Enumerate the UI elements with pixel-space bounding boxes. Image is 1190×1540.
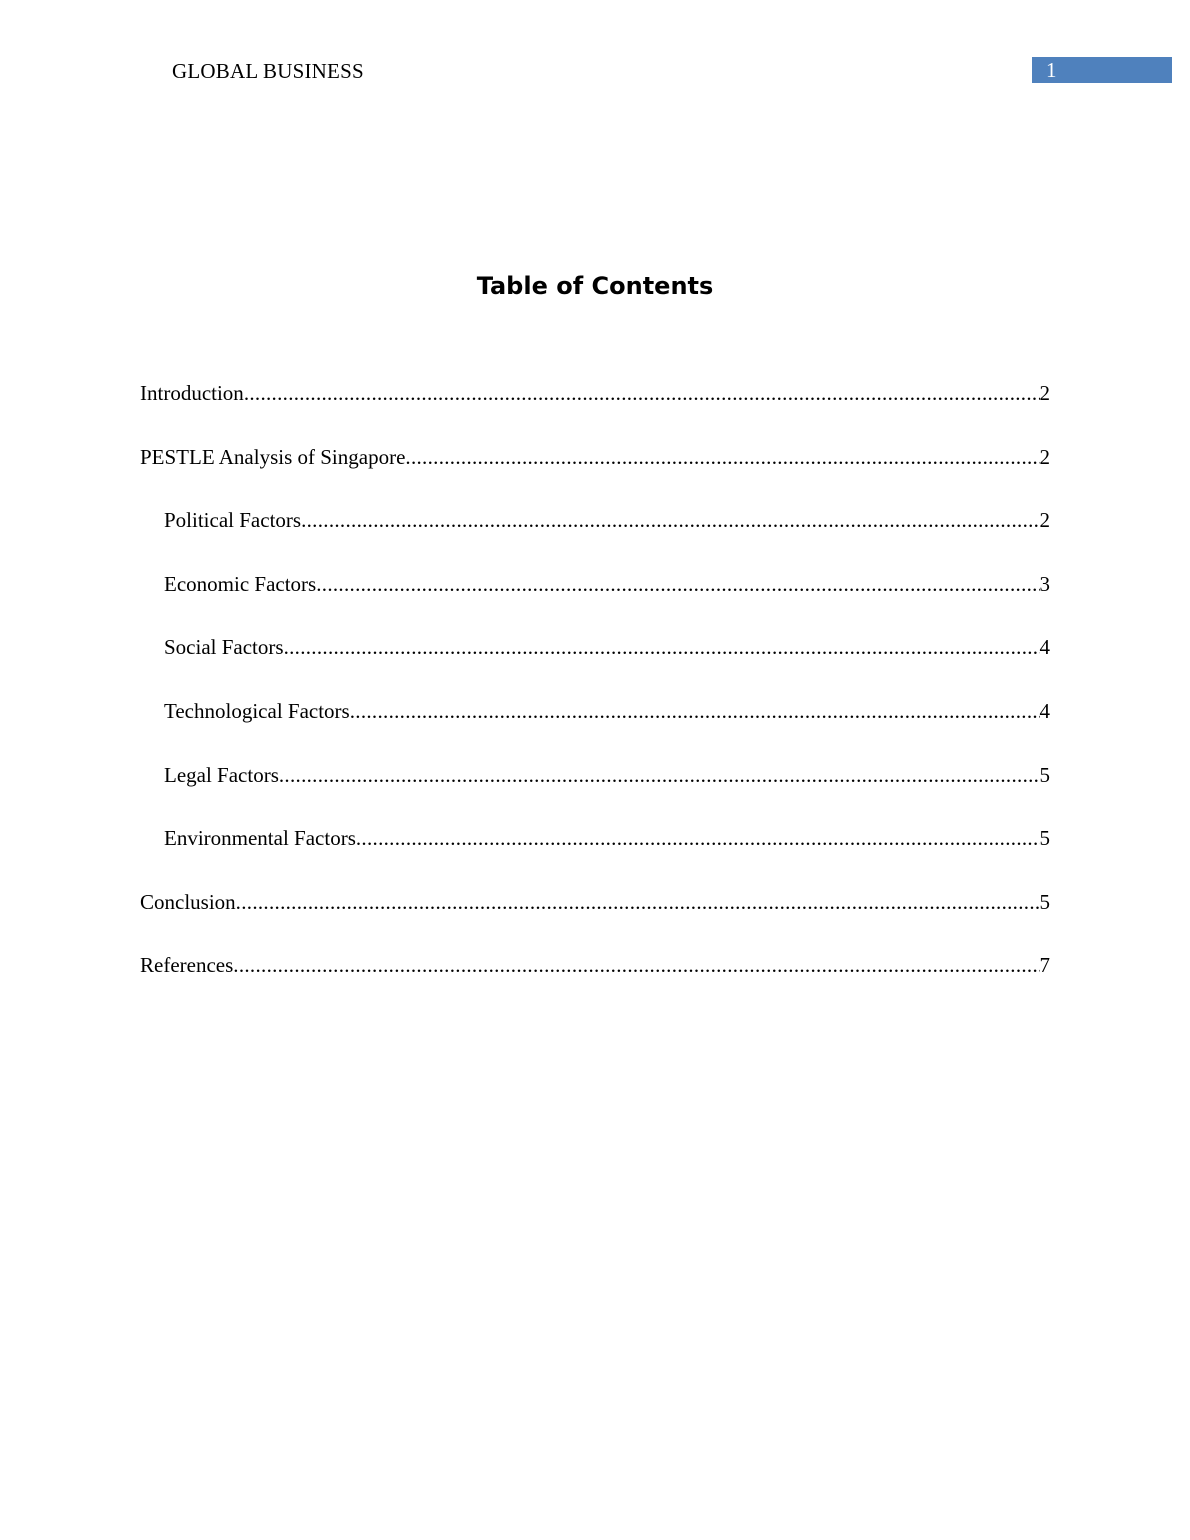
toc-entry-page: 2 xyxy=(1039,444,1050,469)
toc-entry-page: 7 xyxy=(1039,953,1050,978)
toc-entry-label: Political Factors xyxy=(164,508,302,533)
page-number-badge xyxy=(1032,57,1172,83)
toc-entry-page: 5 xyxy=(1039,826,1050,851)
toc-entry-technological-factors[interactable] xyxy=(140,696,1050,760)
toc-dot-leader xyxy=(301,505,1039,535)
toc-dot-leader xyxy=(233,950,1039,980)
toc-entry-conclusion[interactable] xyxy=(140,887,1050,951)
toc-entry-references[interactable] xyxy=(140,950,1050,1014)
toc-heading: Table of Contents xyxy=(476,272,714,300)
toc-entry-page: 4 xyxy=(1039,635,1050,660)
toc-entry-political-factors[interactable] xyxy=(140,505,1050,569)
toc-dot-leader xyxy=(284,632,1040,662)
toc-entry-label: Introduction xyxy=(140,381,244,405)
toc-dot-leader xyxy=(405,442,1039,472)
toc-dot-leader xyxy=(244,378,1040,408)
toc-entry-page: 5 xyxy=(1039,889,1050,914)
toc-dot-leader xyxy=(236,887,1040,917)
toc-entry-page: 5 xyxy=(1039,762,1050,787)
toc-entry-label: PESTLE Analysis of Singapore xyxy=(140,444,406,469)
toc-entry-page: 3 xyxy=(1039,571,1050,596)
toc-entry-legal-factors[interactable] xyxy=(140,760,1050,824)
toc-dot-leader xyxy=(279,760,1040,790)
table-of-contents xyxy=(140,378,1050,1014)
toc-entry-page: 2 xyxy=(1039,381,1050,405)
toc-entry-label: Environmental Factors xyxy=(164,826,356,851)
toc-entry-page: 2 xyxy=(1039,508,1050,533)
toc-entry-page: 4 xyxy=(1039,698,1050,723)
toc-entry-economic-factors[interactable] xyxy=(140,569,1050,633)
toc-entry-label: Technological Factors xyxy=(164,698,350,723)
page-number: 1 xyxy=(1046,58,1057,82)
toc-entry-label: Conclusion xyxy=(140,889,236,914)
toc-entry-pestle-analysis[interactable] xyxy=(140,442,1050,506)
toc-entry-label: Economic Factors xyxy=(164,571,317,596)
toc-entry-label: Legal Factors xyxy=(164,762,279,787)
toc-entry-label: References xyxy=(140,953,234,978)
toc-entry-social-factors[interactable] xyxy=(140,632,1050,696)
toc-entry-label: Social Factors xyxy=(164,635,284,660)
header-title: GLOBAL BUSINESS xyxy=(172,59,364,83)
toc-dot-leader xyxy=(350,696,1040,726)
toc-dot-leader xyxy=(316,569,1039,599)
toc-entry-environmental-factors[interactable] xyxy=(140,823,1050,887)
toc-dot-leader xyxy=(356,823,1040,853)
toc-entry-introduction[interactable] xyxy=(140,378,1050,442)
